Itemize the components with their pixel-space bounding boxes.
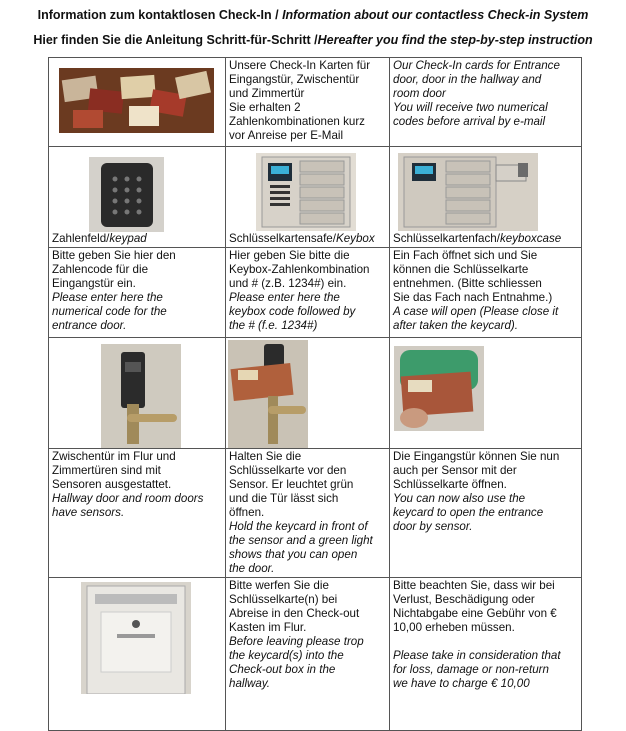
text-line: und die Tür lässt sich (229, 492, 339, 505)
keypad-photo (89, 157, 164, 232)
text-line: Schlüsselkarte vor den (229, 464, 347, 477)
text-line: room door (393, 87, 446, 100)
text-line: Kasten im Flur. (229, 621, 307, 634)
text-line: Nichtabgabe eine Gebühr von € (393, 607, 557, 620)
title-line-2 (0, 33, 626, 47)
text-line: entnehmen. (Bitte schliessen (393, 277, 542, 290)
table-row (49, 58, 582, 147)
keyboxcase-label-en: keyboxcase (499, 232, 562, 245)
text-line: hallway. (229, 677, 271, 690)
text-line: the door. (229, 562, 275, 575)
text-line: und Zimmertür (229, 87, 305, 100)
text-line: the # (f.e. 1234#) (229, 319, 318, 332)
cards-english-text (390, 58, 582, 147)
entrance-sensor-text (390, 449, 582, 578)
text-line: Die Eingangstür können Sie nun (393, 450, 560, 463)
spacer (393, 635, 578, 649)
keypad-label (52, 232, 147, 246)
keyboxcase-label-de: Schlüsselkartenfach/ (393, 232, 500, 245)
text-line: numerical code for the (52, 305, 167, 318)
keybox-label-en: Keybox (335, 232, 375, 245)
text-line: Hier geben Sie bitte die (229, 249, 350, 262)
text-line: You will receive two numerical (393, 101, 548, 114)
text-line: Bitte geben Sie hier den (52, 249, 176, 262)
sensor-info-text (49, 449, 226, 578)
door-sensor-photo (101, 344, 181, 448)
text-line: Bitte werfen Sie die (229, 579, 329, 592)
text-line: Before leaving please trop (229, 635, 364, 648)
text-line: öffnen. (229, 506, 265, 519)
instruction-table (48, 57, 582, 731)
text-line: Unsere Check-In Karten für (229, 59, 371, 72)
text-line: Sie erhalten 2 (229, 101, 301, 114)
text-line: Sie das Fach nach Entnahme.) (393, 291, 553, 304)
card-at-sensor-photo-cell (226, 338, 390, 449)
text-line: codes before arrival by e-mail (393, 115, 546, 128)
keyboxcase-label (393, 232, 561, 246)
text-line: Sensor. Er leuchtet grün (229, 478, 354, 491)
checkout-box-photo (81, 582, 191, 694)
text-line: entrance door. (52, 319, 127, 332)
keybox-label (229, 232, 375, 246)
keypad-label-de: Zahlenfeld/ (52, 232, 110, 245)
text-line: for loss, damage or non-return (393, 663, 549, 676)
text-line: Ein Fach öffnet sich und Sie (393, 249, 538, 262)
keybox-label-de: Schlüsselkartensafe/ (229, 232, 336, 245)
keybox-instruction (226, 248, 390, 338)
card-at-sensor-photo (228, 340, 308, 448)
text-line: vor Anreise per E-Mail (229, 129, 344, 142)
text-line: Eingangstür ein. (52, 277, 136, 290)
text-line: the sensor and a green light (229, 534, 373, 547)
text-line: Hallway door and room doors (52, 492, 204, 505)
text-line: Eingangstür, Zwischentür (229, 73, 360, 86)
text-line: after taken the keycard). (393, 319, 519, 332)
text-line: door by sensor. (393, 520, 473, 533)
text-line: we have to charge € 10,00 (393, 677, 530, 690)
text-line: Zahlencode für die (52, 263, 149, 276)
entrance-sensor-photo (394, 346, 484, 431)
text-line: können die Schlüsselkarte (393, 263, 529, 276)
table-row (49, 449, 582, 578)
text-line: Schlüsselkarte(n) bei (229, 593, 338, 606)
text-line: Please enter here the (52, 291, 163, 304)
cards-photo-cell (49, 58, 226, 147)
title-line-1 (0, 8, 626, 22)
keypad-label-en: keypad (109, 232, 147, 245)
text-line: Sensoren ausgestattet. (52, 478, 172, 491)
text-line: Zwischentür im Flur und (52, 450, 176, 463)
title-1-german: Information zum kontaktlosen Check-In / (37, 8, 283, 22)
text-line: Hold the keycard in front of (229, 520, 368, 533)
text-line: Bitte beachten Sie, dass wir bei (393, 579, 555, 592)
text-line: auch per Sensor mit der (393, 464, 517, 477)
keybox-photo (256, 153, 356, 231)
text-line: keybox code followed by (229, 305, 356, 318)
text-line: 10,00 erheben müssen. (393, 621, 515, 634)
fee-notice-text (390, 578, 582, 731)
text-line: door, door in the hallway and (393, 73, 542, 86)
text-line: You can now also use the (393, 492, 526, 505)
text-line: Check-out box in the (229, 663, 336, 676)
entrance-sensor-photo-cell (390, 338, 582, 449)
checkout-box-photo-cell (49, 578, 226, 731)
keyboxcase-instruction (390, 248, 582, 338)
keybox-photo-cell (226, 147, 390, 248)
keypad-instruction (49, 248, 226, 338)
table-row (49, 147, 582, 248)
text-line: have sensors. (52, 506, 125, 519)
text-line: und # (z.B. 1234#) ein. (229, 277, 347, 290)
text-line: keycard to open the entrance (393, 506, 544, 519)
text-line: Schlüsselkarte öffnen. (393, 478, 507, 491)
keyboxcase-photo-cell (390, 147, 582, 248)
text-line: Our Check-In cards for Entrance (393, 59, 560, 72)
text-line: Please enter here the (229, 291, 340, 304)
table-row (49, 578, 582, 731)
hold-card-text (226, 449, 390, 578)
keyboxcase-photo (398, 153, 538, 231)
text-line: Please take in consideration that (393, 649, 561, 662)
table-row (49, 338, 582, 449)
text-line: Halten Sie die (229, 450, 302, 463)
text-line: Zahlenkombinationen kurz (229, 115, 365, 128)
checkin-cards-photo (59, 68, 214, 133)
checkout-text (226, 578, 390, 731)
text-line: Abreise in den Check-out (229, 607, 360, 620)
text-line: shows that you can open (229, 548, 358, 561)
title-2-german: Hier finden Sie die Anleitung Schritt-für-Schritt / (33, 33, 318, 47)
door-sensor-photo-cell (49, 338, 226, 449)
title-2-english: Hereafter you find the step-by-step instruction (317, 33, 593, 47)
text-line: the keycard(s) into the (229, 649, 344, 662)
text-line: A case will open (Please close it (393, 305, 559, 318)
keypad-photo-cell (49, 147, 226, 248)
text-line: Keybox-Zahlenkombination (229, 263, 370, 276)
text-line: Zimmertüren sind mit (52, 464, 161, 477)
cards-german-text (226, 58, 390, 147)
title-1-english: Information about our contactless Check-in System (282, 8, 589, 22)
table-row (49, 248, 582, 338)
text-line: Verlust, Beschädigung oder (393, 593, 535, 606)
